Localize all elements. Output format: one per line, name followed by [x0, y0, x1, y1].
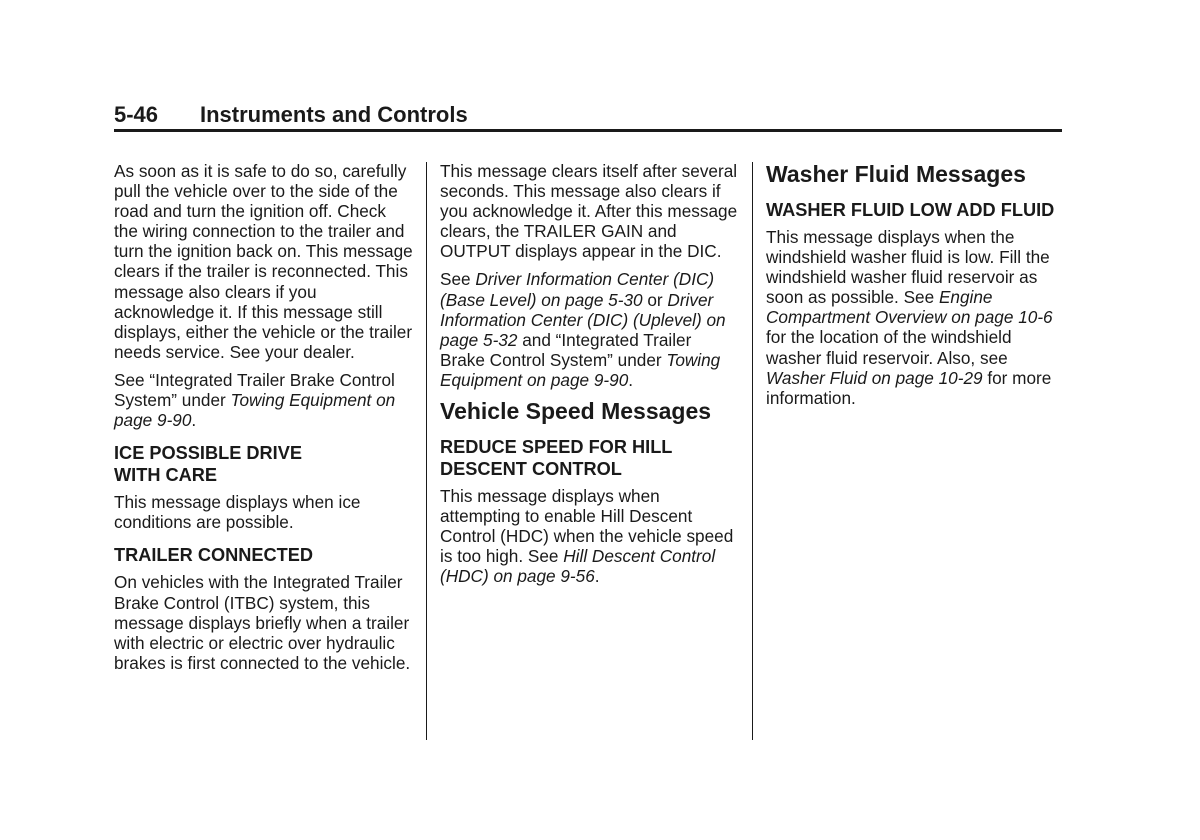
text-span: for more information. — [766, 367, 1052, 408]
reduce-speed-paragraph — [440, 486, 740, 586]
text-span: . — [191, 410, 197, 431]
vehicle-speed-messages-heading: Vehicle Speed Messages — [440, 398, 712, 425]
page-number: 5-46 — [114, 102, 159, 127]
dic-base-level-link[interactable]: Driver Information Center (DIC) (Base Level) on page 5-30 — [440, 269, 715, 310]
text-span: and “Integrated Trailer Brake Control System” under — [440, 329, 692, 370]
washer-fluid-low-heading: WASHER FLUID LOW ADD FLUID — [766, 200, 1055, 220]
ice-possible-paragraph: This message displays when ice conditions are possible. — [114, 492, 361, 533]
heading-line: ICE POSSIBLE DRIVE — [114, 443, 302, 464]
text-span: See “Integrated Trailer Brake Control System” under — [114, 369, 395, 411]
text-span: This message displays when attempting to enable Hill Descent Control (HDC) when the vehicle speed is too high. See — [440, 486, 734, 567]
column-divider-1 — [426, 162, 427, 740]
trailer-disconnect-paragraph: As soon as it is safe to do so, carefully pull the vehicle over to the side of the road and turn the ignition off. Check the wiring connection to the trailer and turn the ignition back on. This message clears if the trailer is reconnected. This message also clears if you acknowledge it. If this message still displays, either the vehicle or the trailer needs service. See your dealer. — [114, 161, 413, 362]
column-3 — [766, 161, 1066, 416]
column-1 — [114, 161, 414, 681]
engine-compartment-link[interactable]: Engine Compartment Overview on page 10-6 — [766, 287, 1053, 328]
message-clears-paragraph: This message clears itself after several seconds. This message also clears if you acknowledge it. After this message clears, the TRAILER GAIN and OUTPUT displays appear in the DIC. — [440, 161, 738, 262]
reduce-speed-heading: REDUCE SPEED FOR HILL DESCENT CONTROL — [440, 437, 673, 480]
towing-equipment-link[interactable]: Towing Equipment on page 9-90 — [114, 390, 396, 431]
hill-descent-control-link[interactable]: Hill Descent Control (HDC) on page 9-56 — [440, 546, 716, 587]
dic-uplevel-link[interactable]: Driver Information Center (DIC) (Uplevel) on page 5-32 — [440, 289, 726, 350]
text-span: or — [642, 289, 668, 310]
dic-reference-paragraph — [440, 269, 740, 390]
trailer-connected-heading: TRAILER CONNECTED — [114, 545, 314, 566]
towing-equipment-link[interactable]: Towing Equipment on page 9-90 — [440, 349, 721, 390]
text-span: . — [594, 566, 600, 587]
text-span: See — [440, 269, 476, 290]
washer-fluid-messages-heading: Washer Fluid Messages — [766, 161, 1026, 187]
column-divider-2 — [752, 162, 753, 740]
text-span: for the location of the windshield washer fluid reservoir. Also, see — [766, 327, 1012, 368]
trailer-connected-paragraph: On vehicles with the Integrated Trailer Brake Control (ITBC) system, this message displays briefly when a trailer with electric or electric over hydraulic brakes is first connected to the vehicle. — [114, 572, 411, 673]
column-2 — [440, 161, 740, 595]
section-title: Instruments and Controls — [200, 102, 468, 127]
header-rule — [114, 129, 1062, 132]
washer-fluid-link[interactable]: Washer Fluid on page 10-29 — [766, 367, 983, 388]
itbc-reference-paragraph — [114, 370, 414, 430]
text-span: This message displays when the windshield washer fluid is low. Fill the windshield washer fluid reservoir as soon as possible. See — [766, 227, 1050, 308]
page-header — [114, 100, 1062, 130]
heading-line: WITH CARE — [114, 465, 218, 486]
washer-fluid-paragraph — [766, 227, 1066, 408]
ice-possible-heading — [114, 442, 414, 486]
text-span: . — [628, 369, 634, 390]
